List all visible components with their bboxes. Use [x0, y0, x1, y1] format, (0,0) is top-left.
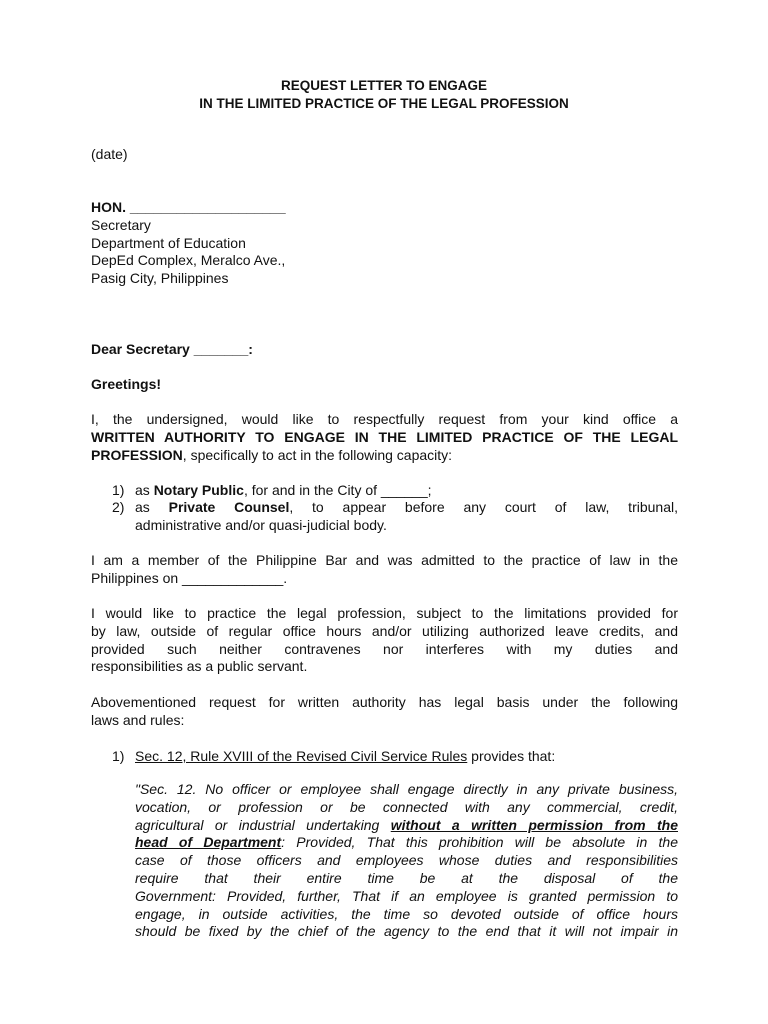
addressee-hon: HON. ____________________ [91, 199, 286, 215]
title-line-2: IN THE LIMITED PRACTICE OF THE LEGAL PROFESSION [199, 96, 569, 111]
notary-public-label: Notary Public [153, 482, 244, 498]
written-permission-emphasis: without a written permission from the [390, 816, 678, 833]
addressee-position: Secretary [91, 216, 151, 233]
date-line: (date) [91, 146, 128, 162]
addressee-department: Department of Education [91, 234, 246, 251]
request-line-3: , specifically to act in the following capacity: [182, 446, 453, 463]
letter-title [0, 77, 768, 113]
title-line-1: REQUEST LETTER TO ENGAGE [280, 78, 488, 93]
legal-basis-paragraph: Abovementioned request for written authority has legal basis under the following laws and rules: [91, 694, 678, 728]
addressee-block [91, 199, 678, 288]
private-counsel-label: Private Counsel [168, 499, 290, 515]
request-bold-profession: PROFESSION [91, 446, 183, 463]
capacity-2: as Private Counsel, to appear before any court of law, tribunal, administrative and/or quasi-judicial body. [135, 499, 678, 533]
bar-member-paragraph: I am a member of the Philippine Bar and was admitted to the practice of law in the Philippines on _____________. [91, 552, 678, 586]
addressee-address-2: Pasig City, Philippines [91, 270, 229, 287]
request-bold-line: WRITTEN AUTHORITY TO ENGAGE IN THE LIMITED PRACTICE OF THE LEGAL [91, 428, 678, 445]
capacity-2-number: 2) [112, 499, 125, 515]
basis-1-number: 1) [112, 748, 125, 764]
head-of-department-emphasis: head of Department [135, 834, 282, 851]
greeting: Greetings! [91, 376, 162, 392]
addressee-address-1: DepEd Complex, Meralco Ave., [91, 252, 286, 269]
capacity-2-continuation: administrative and/or quasi-judicial body. [135, 516, 387, 533]
quoted-rule-text: "Sec. 12. No officer or employee shall engage directly in any private business, vocation, or profession or be connected with any commercial, credit, agricultural or industrial undertaking without a written permission from the head of Department: Provided, That this prohibition will be absolute in the case of those officers and employees whose duties and responsibilities require that their entire time be at the disposal of the Government: Provided, further, That if an employee is granted permission to engage, in outside activities, the time so devoted outside of office hours should be fixed by the chief of the agency to the end that it will not impair in [135, 781, 678, 940]
salutation: Dear Secretary _______: [91, 341, 253, 357]
request-line-1: I, the undersigned, would like to respectfully request from your kind office a [91, 411, 678, 427]
capacity-1-number: 1) [112, 482, 125, 498]
practice-conditions-paragraph: I would like to practice the legal profession, subject to the limitations provided for by law, outside of regular office hours and/or utilizing authorized leave credits, and provided such neither contravenes nor interferes with my duties and responsibilities as a public servant. [91, 605, 678, 675]
basis-1: Sec. 12, Rule XVIII of the Revised Civil Service Rules provides that: [135, 748, 556, 764]
civil-service-rule-reference: Sec. 12, Rule XVIII of the Revised Civil Service Rules [135, 748, 468, 764]
request-paragraph [91, 411, 678, 464]
capacity-1: as Notary Public, for and in the City of ______; [135, 482, 432, 498]
